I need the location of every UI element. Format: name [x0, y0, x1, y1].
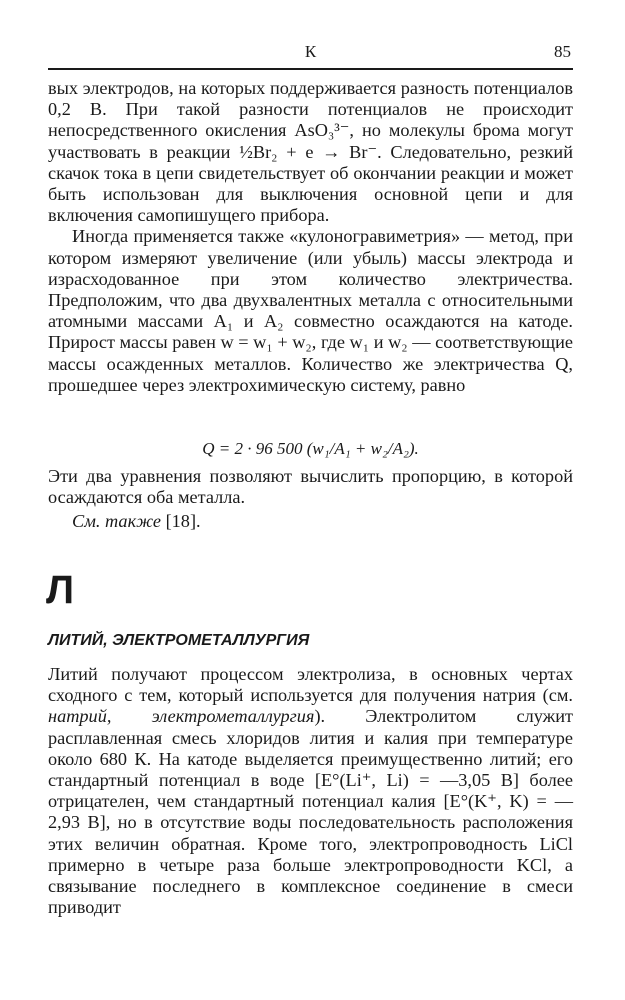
- see-also: [72, 511, 201, 532]
- paragraph-continuation: вых электродов, на которых поддерживается разность потенциалов 0,2 В. При такой разности потенциалов не происходит непосредственного окисления AsO₃³⁻, но молекулы брома могут участвовать в реакции ½Br₂ + e → Br⁻. Следовательно, резкий скачок тока в цепи свидетельствует об окончании реакции и может быть использован для выключения основной цепи и для включения самопишущего прибора.: [48, 78, 573, 226]
- entry-text-2: ). Электролитом служит расплавленная смесь хлоридов лития и калия при температуре около 680 К. На катоде выделяется преимущественно литий; его стандартный потенциал в воде [E°(Li⁺, Li) = —3,05 В] более отрицателен, чем стандартный потенциал калия [E°(K⁺, K) = —2,93 В], но в отсутствие воды последовательность расположения этих величин обратная. Кроме того, электропроводность LiCl примерно в четыре раза больше электропроводности KCl, а связывание последнего в комплексное соединение в смеси приводит: [48, 706, 573, 918]
- section-letter-heading: Л: [46, 568, 75, 612]
- body-text-after-formula: [48, 466, 573, 508]
- running-header: [48, 40, 573, 70]
- entry-text-1: Литий получают процессом электролиза, в основных чертах сходного с тем, который используется для получения натрия (см.: [48, 664, 573, 706]
- see-also-label: См. также: [72, 511, 161, 531]
- page-number: 85: [554, 42, 571, 61]
- equation: Q = 2 · 96 500 (w₁/A₁ + w₂/A₂).: [202, 439, 419, 458]
- entry-title: ЛИТИЙ, ЭЛЕКТРОМЕТАЛЛУРГИЯ: [48, 632, 310, 649]
- paragraph-lithium: [48, 664, 573, 918]
- paragraph-coulogravimetry: Иногда применяется также «кулоногравиметрия» — метод, при котором измеряют увеличение (или убыль) массы электрода и израсходованное при этом количество электричества. Предположим, что два двухвалентных металла с относительными атомными массами A₁ и A₂ совместно осаждаются на катоде. Прирост массы равен w = w₁ + w₂, где w₁ и w₂ — соответствующие массы осажденных металлов. Количество же электричества Q, прошедшее через электрохимическую систему, равно: [48, 226, 573, 395]
- header-letter: К: [304, 42, 317, 61]
- entry-body: [48, 664, 573, 918]
- see-also-reference: [18].: [161, 511, 201, 531]
- cross-reference: натрий, электрометаллургия: [48, 706, 315, 727]
- body-text-top: [48, 78, 573, 396]
- paragraph-conclusion: Эти два уравнения позволяют вычислить пропорцию, в которой осаждаются оба металла.: [48, 466, 573, 508]
